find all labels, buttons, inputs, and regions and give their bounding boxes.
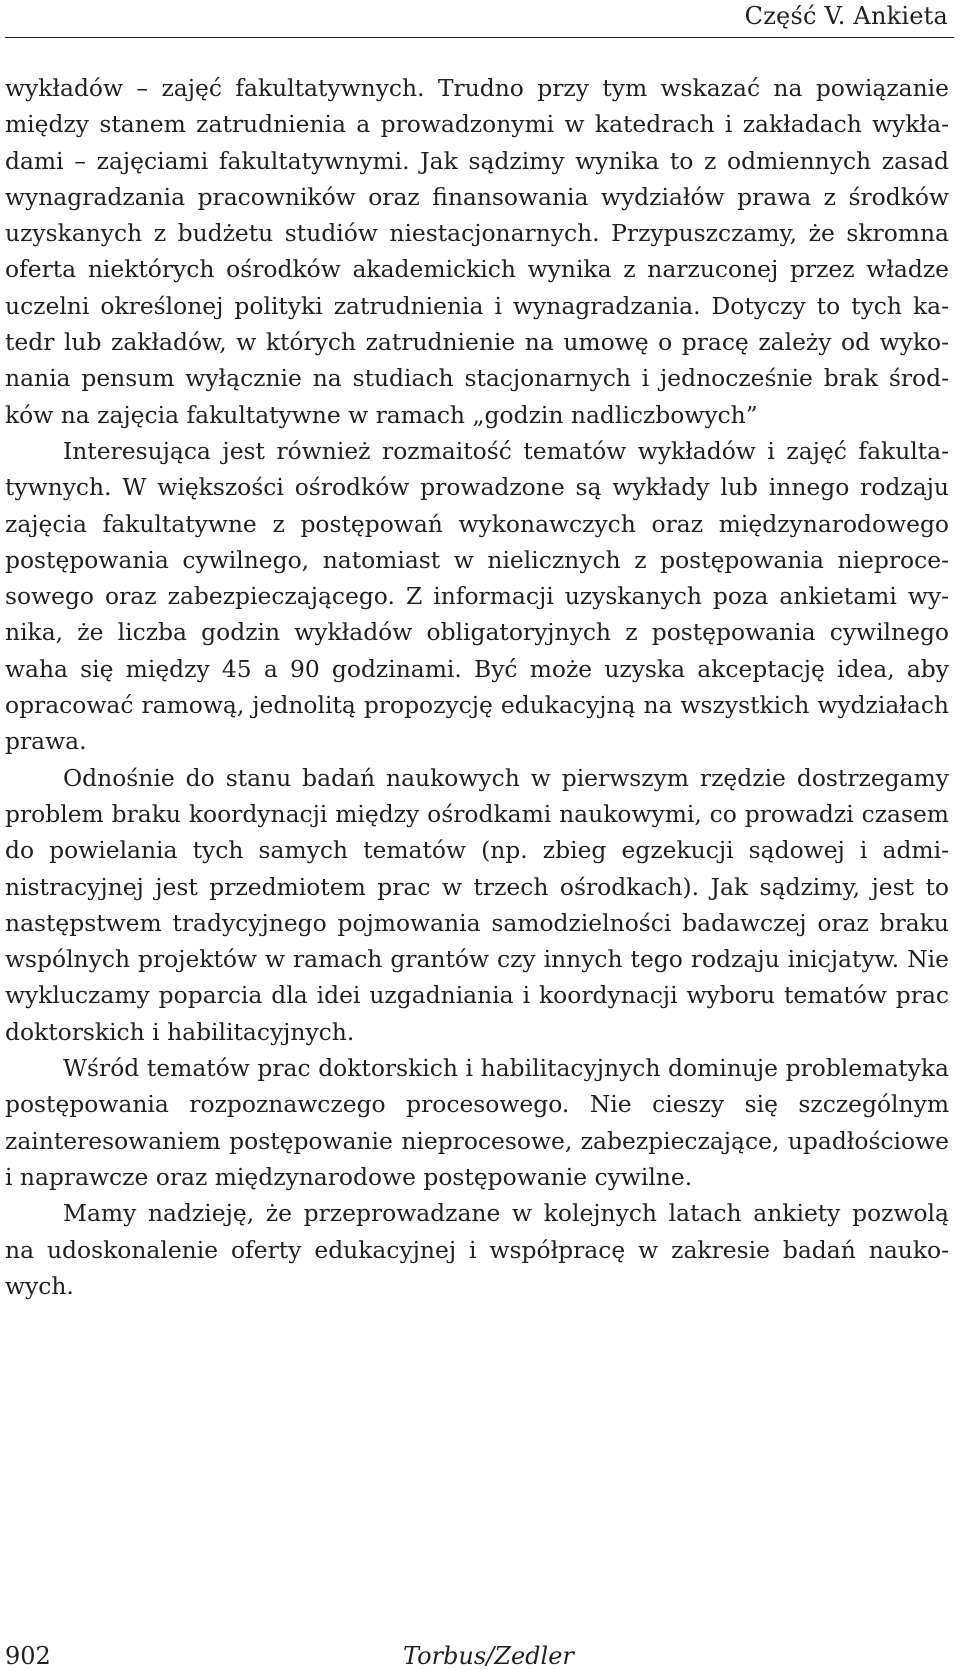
page-number: 902 — [5, 1642, 51, 1670]
header-divider — [5, 37, 954, 38]
paragraph-dissertation-topics: Wśród tematów prac doktorskich i habilitacyjnych dominuje problematyka postępowania rozpoznawczego procesowego. Nie cieszy się szczególnym zainteresowaniem postępowanie nieprocesowe, zabezpieczające, upadłościowe i naprawcze oraz międzynarodowe postępowanie cywilne. — [5, 1054, 949, 1191]
publisher-imprint: Torbus/Zedler — [403, 1642, 574, 1670]
paragraph-research-coordination: Odnośnie do stanu badań naukowych w pierwszym rzędzie dostrzegamy problem braku koordynacji między ośrodkami naukowymi, co prowadzi czasem do powielania tych samych tematów (np. zbieg egzekucji sądowej i administracyjnej jest przedmiotem prac w trzech ośrodkach). Jak sądzimy, jest to następstwem tradycyjnego pojmowania samodzielności badawczej oraz braku wspólnych projektów w ramach grantów czy innych tego rodzaju inicjatyw. Nie wykluczamy poparcia dla idei uzgadniania i koordynacji wyboru tematów prac doktorskich i habilitacyjnych. — [5, 763, 949, 1046]
body-text — [5, 70, 949, 1304]
paragraph-closing-hope: Mamy nadzieję, że przeprowadzane w kolejnych latach ankiety pozwolą na udoskonalenie oferty edukacyjnej i współpracę w zakresie badań naukowych. — [5, 1199, 949, 1300]
paragraph-continuation: wykładów – zajęć fakultatywnych. Trudno przy tym wskazać na powiązanie między stanem zatrudnienia a prowadzonymi w katedrach i zakładach wykładami – zajęciami fakultatywnymi. Jak sądzimy wynika to z odmiennych zasad wynagradzania pracowników oraz finansowania wydziałów prawa z środków uzyskanych z budżetu studiów niestacjonarnych. Przypuszczamy, że skromna oferta niektórych ośrodków akademickich wynika z narzuconej przez władze uczelni określonej polityki zatrudnienia i wynagradzania. Dotyczy to tych katedr lub zakładów, w których zatrudnienie na umowę o pracę zależy od wykonania pensum wyłącznie na studiach stacjonarnych i jednocześnie brak środków na zajęcia fakultatywne w ramach „godzin nadliczbowych” — [5, 74, 949, 429]
paragraph-course-topics: Interesująca jest również rozmaitość tematów wykładów i zajęć fakultatywnych. W większości ośrodków prowadzone są wykłady lub innego rodzaju zajęcia fakultatywne z postępowań wykonawczych oraz międzynarodowego postępowania cywilnego, natomiast w nielicznych z postępowania nieprocesowego oraz zabezpieczającego. Z informacji uzyskanych poza ankietami wynika, że liczba godzin wykładów obligatoryjnych z postępowania cywilnego waha się między 45 a 90 godzinami. Być może uzyska akceptację idea, aby opracować ramową, jednolitą propozycję edukacyjną na wszystkich wydziałach prawa. — [5, 436, 949, 756]
running-header-title: Część V. Ankieta — [744, 2, 948, 30]
